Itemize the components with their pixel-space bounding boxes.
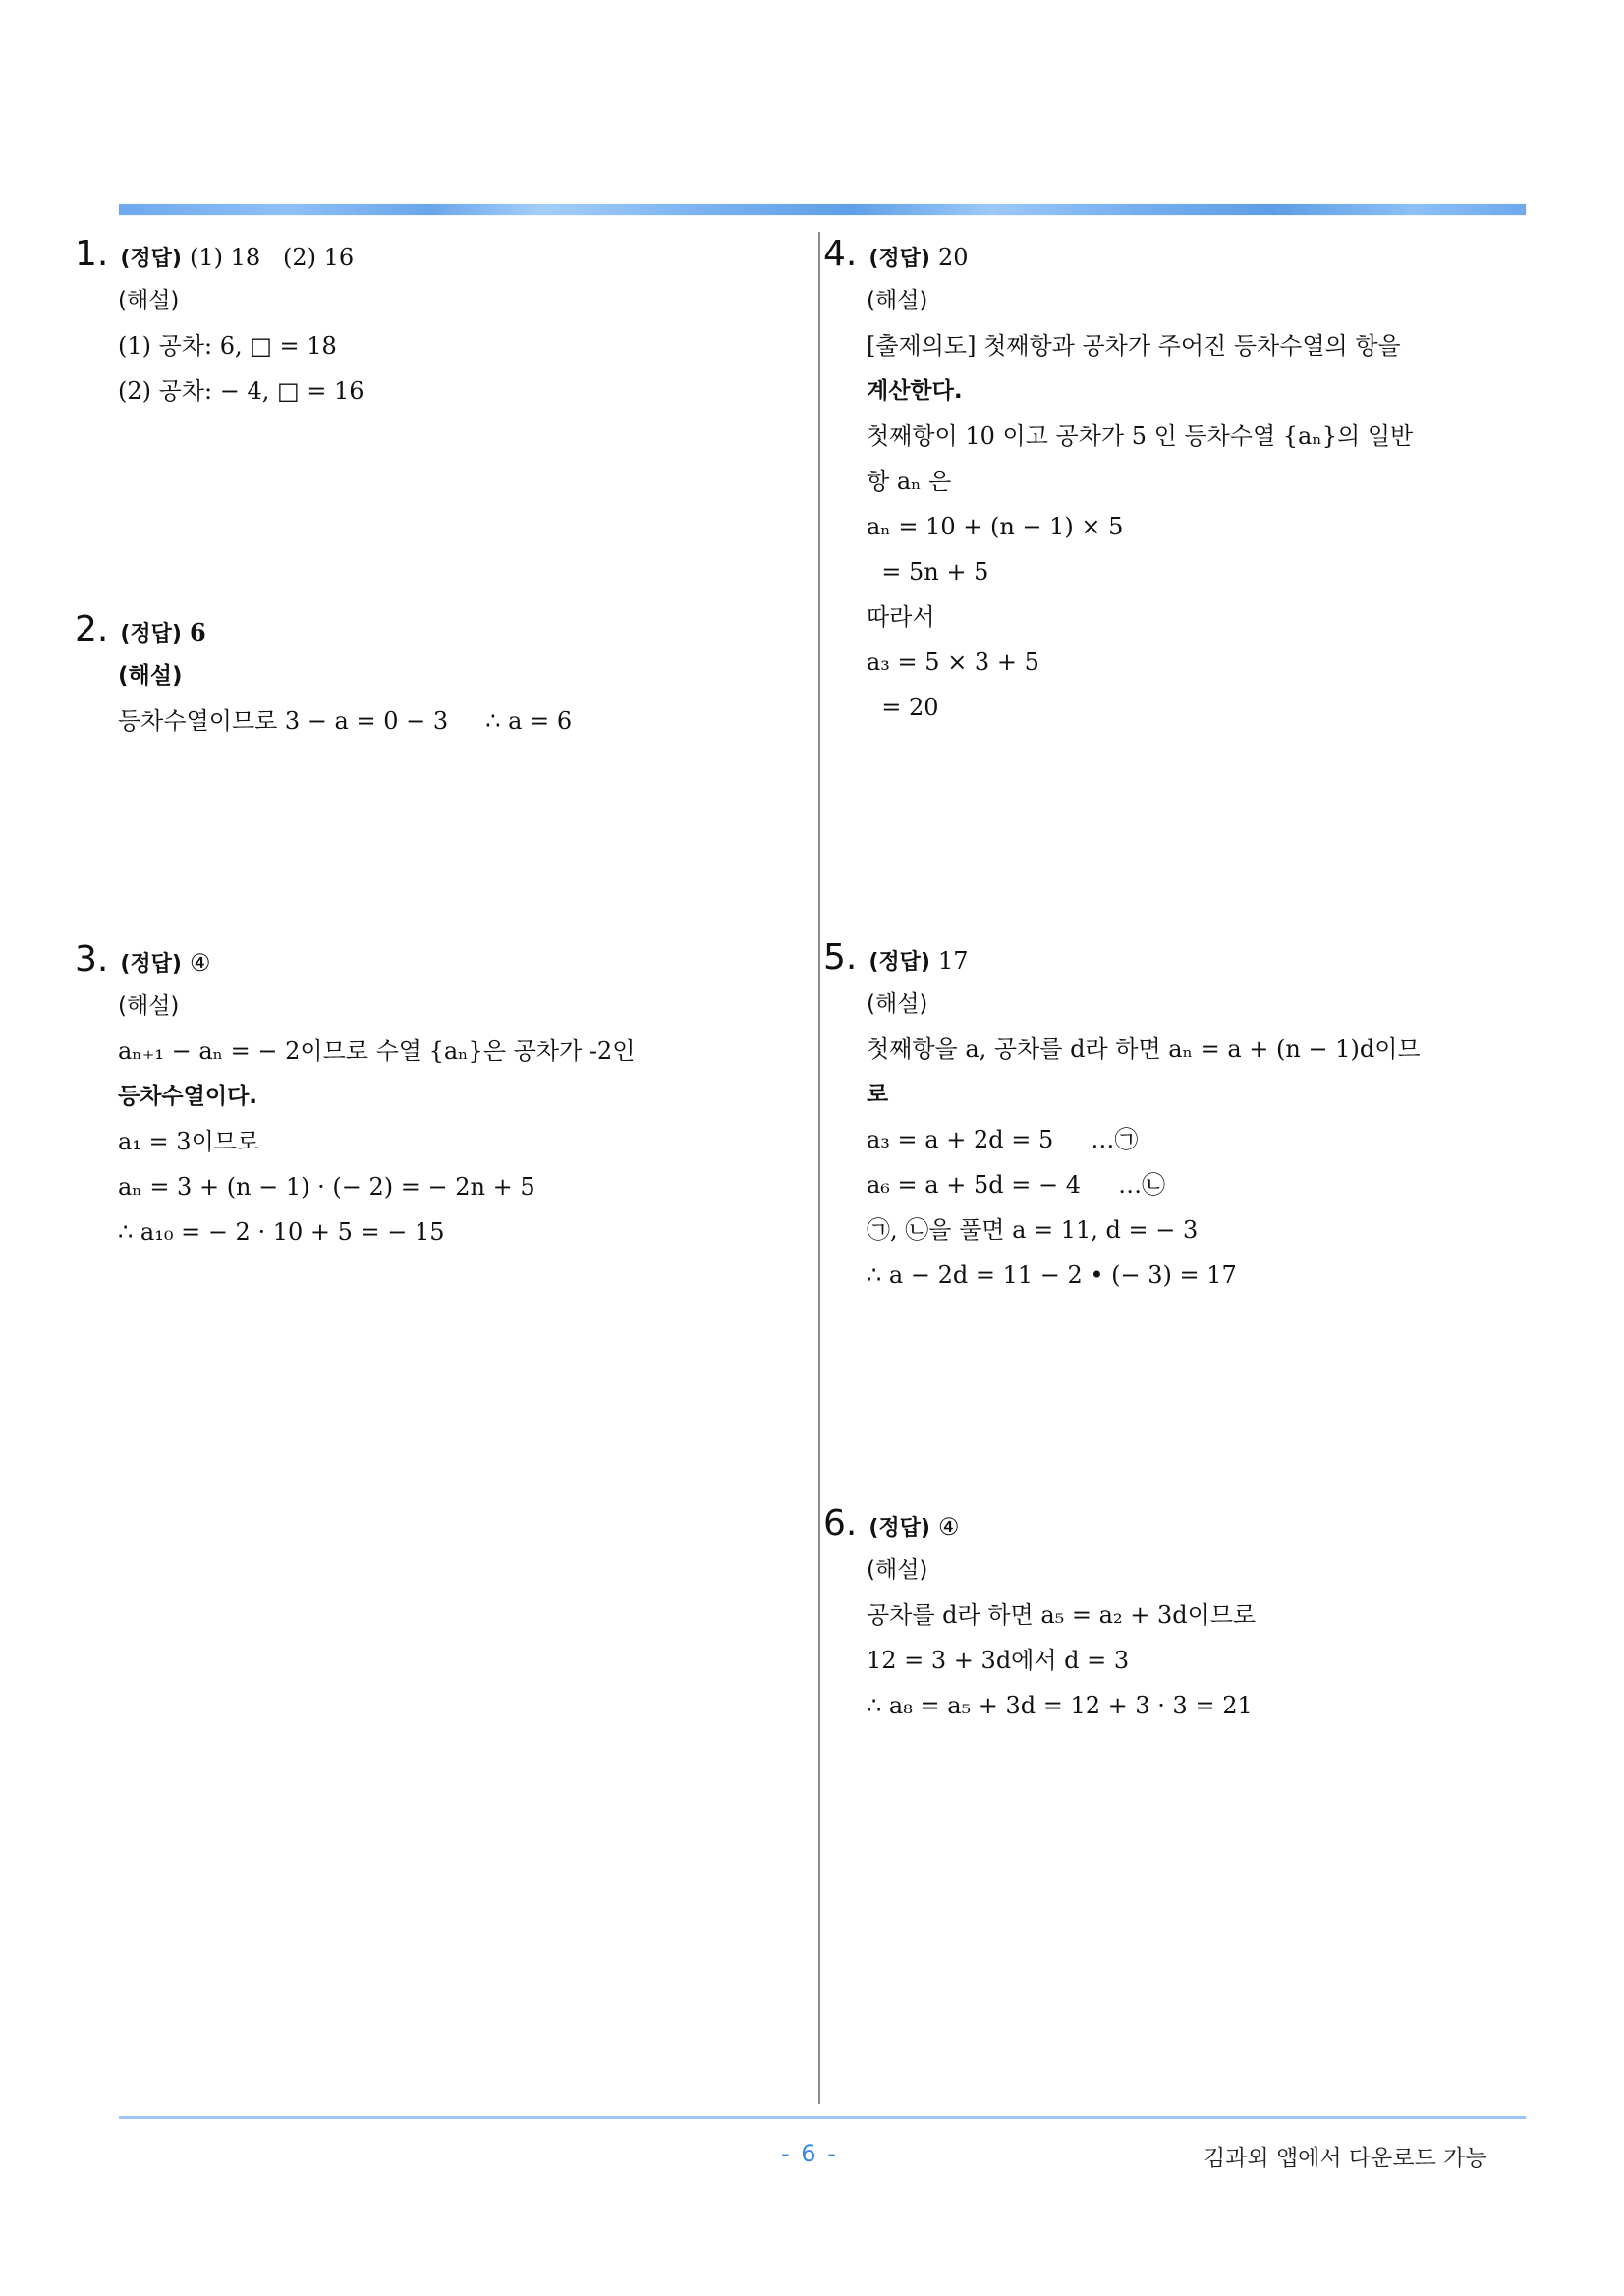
explanation-line: a₆ = a + 5d = − 4 …㉡ — [867, 1171, 1166, 1199]
answer-label: (정답) — [868, 247, 930, 271]
problem-5 — [823, 937, 1421, 1298]
explanation-line: = 20 — [867, 694, 939, 721]
problem-header — [75, 939, 635, 980]
problem-4 — [823, 234, 1413, 730]
explanation-line: aₙ = 10 + (n − 1) × 5 — [867, 513, 1124, 540]
explanation-label: (해설) — [118, 993, 180, 1019]
explanation-label: (해설) — [867, 1557, 928, 1583]
explanation-line: = 5n + 5 — [867, 558, 989, 586]
explanation-line: aₙ₊₁ − aₙ = − 2이므로 수열 {aₙ}은 공차가 -2인 — [118, 1037, 636, 1065]
problem-number: 6. — [823, 1503, 858, 1543]
explanation — [867, 981, 1421, 1298]
answer-value: (1) 18 (2) 16 — [189, 244, 355, 271]
footer-divider — [119, 2116, 1526, 2119]
problem-number: 5. — [823, 937, 858, 978]
answer-value: 17 — [937, 947, 969, 975]
explanation-line: 계산한다. — [867, 378, 963, 404]
explanation-label: (해설) — [867, 288, 928, 313]
explanation — [867, 1547, 1256, 1728]
answer-label: (정답) — [120, 952, 182, 977]
explanation-line: ∴ a₁₀ = − 2 · 10 + 5 = − 15 — [118, 1218, 445, 1246]
explanation-line: a₃ = a + 2d = 5 …㉠ — [867, 1126, 1139, 1153]
explanation-line: 등차수열이므로 3 − a = 0 − 3 ∴ a = 6 — [118, 707, 573, 735]
footer-note: 김과외 앱에서 다운로드 가능 — [1204, 2146, 1487, 2171]
explanation-line: 항 aₙ 은 — [867, 468, 952, 495]
explanation-line: 공차를 d라 하면 a₅ = a₂ + 3d이므로 — [867, 1601, 1257, 1629]
answer-label: (정답) — [120, 247, 182, 271]
problem-number: 3. — [75, 939, 109, 980]
explanation-line: ∴ a₈ = a₅ + 3d = 12 + 3 · 3 = 21 — [867, 1692, 1253, 1719]
answer-label: (정답) — [120, 622, 182, 646]
explanation — [118, 278, 364, 414]
explanation-line: a₁ = 3이므로 — [118, 1128, 260, 1155]
explanation — [118, 653, 572, 744]
problem-number: 4. — [823, 234, 858, 274]
problem-number: 1. — [75, 234, 109, 274]
explanation-line: ㉠, ㉡을 풀면 a = 11, d = − 3 — [867, 1216, 1199, 1244]
answer-label: (정답) — [868, 950, 930, 975]
problem-number: 2. — [75, 609, 109, 649]
explanation-line: (2) 공차: − 4, □ = 16 — [118, 377, 364, 405]
problem-2 — [75, 609, 572, 744]
explanation-label: (해설) — [118, 288, 180, 313]
explanation-label: (해설) — [118, 663, 183, 689]
explanation-line: 첫째항을 a, 공차를 d라 하면 aₙ = a + (n − 1)d이므 — [867, 1036, 1421, 1063]
explanation-line: [출제의도] 첫째항과 공차가 주어진 등차수열의 항을 — [867, 332, 1401, 360]
explanation-line: ∴ a − 2d = 11 − 2 • (− 3) = 17 — [867, 1261, 1237, 1289]
explanation-label: (해설) — [867, 991, 928, 1017]
explanation-line: (1) 공차: 6, □ = 18 — [118, 332, 337, 360]
explanation-line: 따라서 — [867, 603, 935, 631]
problem-header — [75, 234, 364, 274]
answer-value: 6 — [189, 618, 206, 646]
problem-header — [823, 234, 1413, 274]
problem-header — [823, 1503, 1256, 1543]
header-decorative-bar — [119, 204, 1526, 215]
explanation-line: 12 = 3 + 3d에서 d = 3 — [867, 1647, 1130, 1674]
answer-value: ④ — [189, 949, 211, 977]
explanation-line: 등차수열이다. — [118, 1084, 258, 1109]
problem-1 — [75, 234, 364, 414]
column-divider — [818, 232, 820, 2104]
explanation-line: 첫째항이 10 이고 공차가 5 인 등차수열 {aₙ}의 일반 — [867, 422, 1414, 450]
answer-value: 20 — [937, 244, 969, 271]
explanation — [867, 278, 1413, 730]
answer-label: (정답) — [868, 1516, 930, 1540]
answer-value: ④ — [937, 1513, 960, 1540]
problem-3 — [75, 939, 635, 1255]
explanation-line: aₙ = 3 + (n − 1) · (− 2) = − 2n + 5 — [118, 1173, 535, 1201]
problem-header — [75, 609, 572, 649]
explanation — [118, 983, 635, 1255]
problem-6 — [823, 1503, 1256, 1728]
explanation-line: a₃ = 5 × 3 + 5 — [867, 648, 1039, 676]
page-number: - 6 - — [781, 2140, 838, 2167]
problem-header — [823, 937, 1421, 978]
explanation-line: 로 — [867, 1082, 889, 1107]
